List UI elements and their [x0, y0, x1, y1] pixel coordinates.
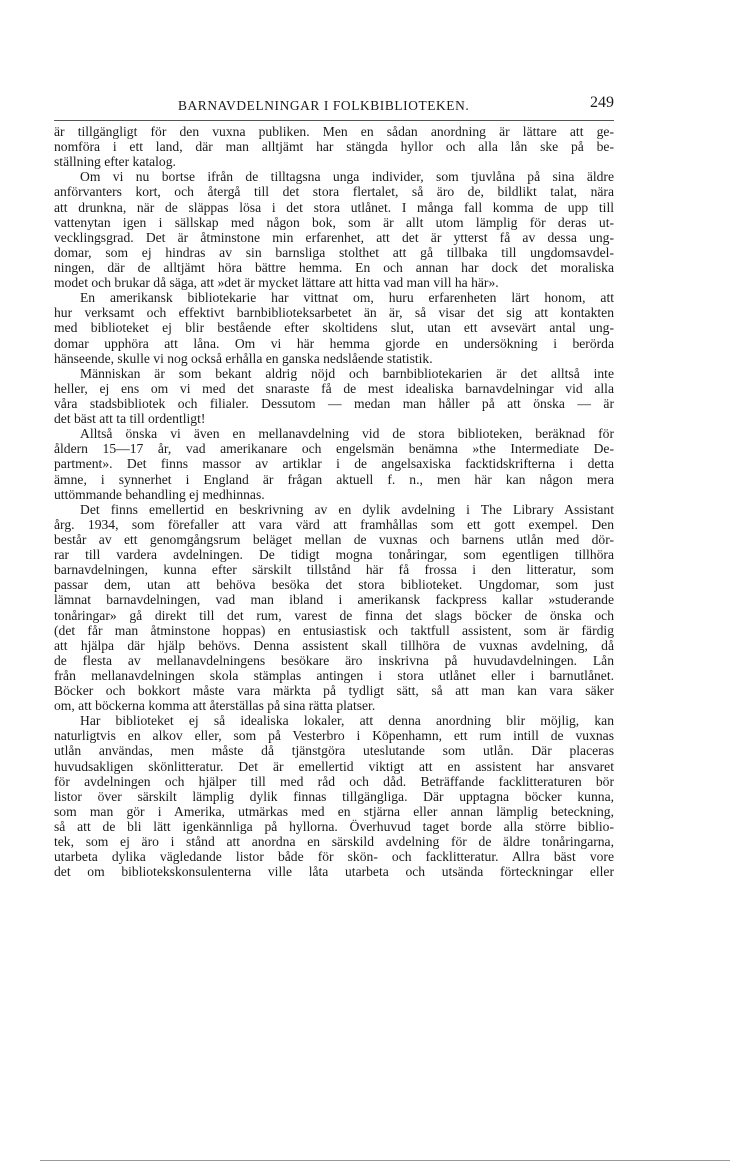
text-line: vattenytan igen i sällskap med någon bok, som är allt utom lämplig för deras ut- [54, 214, 614, 230]
header-rule [54, 120, 614, 121]
text-line: det om bibliotekskonsulenterna ville låta utarbeta och utsända förteckningar eller [54, 864, 614, 880]
body-text [54, 124, 614, 879]
text-line: tonåringar» gå direkt till det rum, varest de finna det slags böcker de önska och [54, 607, 614, 623]
text-line: uttömmande behandling ej medhinnas. [54, 486, 265, 502]
text-line: heller, ej ens om vi med det snaraste få de mest idealiska barnavdelningar vid alla [54, 380, 614, 396]
text-line: består av ett genomgångsrum beläget mellan de vuxnas och barnens utlån med dör- [54, 531, 614, 547]
text-line: Människan är som bekant aldrig nöjd och barnbibliotekarien är det alltså inte [80, 365, 614, 381]
text-line: som man gör i Amerika, utmärkas med en stjärna eller annan lämplig beteckning, [54, 803, 614, 819]
scan-edge-line [40, 1160, 730, 1161]
text-line: huvudsakligen skönlitteratur. Det är emellertid viktigt att en assistent har ansvaret [54, 758, 614, 774]
page-number: 249 [590, 94, 614, 111]
text-line: Alltså önska vi även en mellanavdelning vid de stora biblioteken, beräknad för [80, 426, 614, 442]
text-line: anförvanters kort, och återgå till det stora flertalet, så äro de, bildlikt talat, nära [54, 184, 614, 200]
text-line: det bäst att ta till ordentligt! [54, 411, 206, 427]
text-line: domar, som ej hindras av sin barnsliga stolthet att gå tillbaka till ungdomsavdel- [54, 244, 614, 260]
text-line: nomföra i ett land, där man alltjämt har stängda hyllor och alla lån ske på be- [54, 139, 614, 155]
text-line: utarbeta dylika vägledande listor både för skön- och facklitteratur. Allra bäst vore [54, 849, 614, 865]
page-header [54, 94, 614, 116]
text-line: modet och brukar då säga, att »det är mycket lättare att hitta vad man vill ha här». [54, 275, 499, 291]
text-line: rar till vardera avdelningen. De tidigt mogna tonåringar, som egentligen tillhöra [54, 547, 614, 563]
text-line: Böcker och bokkort måste vara märkta på tydligt sätt, så att man kan vara säker [54, 683, 614, 699]
text-line: domar upphöra att låna. Om vi här hemma gjorde en undersökning i berörda [54, 335, 614, 351]
text-line: Om vi nu bortse ifrån de tilltagsna unga individer, som tjuvlåna på sina äldre [80, 169, 614, 185]
text-line: Det finns emellertid en beskrivning av en dylik avdelning i The Library Assistant [80, 501, 614, 517]
text-line: En amerikansk bibliotekarie har vittnat om, huru erfarenheten lärt honom, att [80, 290, 614, 306]
text-line: Har biblioteket ej så idealiska lokaler, att denna anordning blir möjlig, kan [80, 713, 614, 729]
text-line: med biblioteket ej blir bestående efter skoltidens slut, utan ett avsevärt antal ung- [54, 320, 614, 336]
text-line: åldern 15—17 år, vad amerikanare och engelsmän benämna »the Intermediate De- [54, 441, 614, 457]
text-line: för avdelningen och hjälper till med råd och dåd. Beträffande facklitteraturen bör [54, 773, 614, 789]
text-line: de flesta av mellanavdelningens besökare äro inskrivna på huvudavdelningen. Lån [54, 652, 614, 668]
text-line: (det får man åtminstone hoppas) en entusiastisk och taktfull assistent, som är färdig [54, 622, 614, 638]
text-line: ningen, där de alltjämt höra bättre hemma. En och annan har dock det moraliska [54, 259, 614, 275]
text-line: årg. 1934, som förefaller att vara värd att framhållas som ett gott exempel. Den [54, 516, 614, 532]
text-line: våra stadsbibliotek och filialer. Dessutom — medan man håller på att önska — är [54, 395, 614, 411]
text-line: hur verksamt och effektivt barnbiblioteksarbetet än är, så visar det sig att kontakten [54, 305, 614, 321]
text-line: om, att böckerna komma att återställas på sina rätta platser. [54, 698, 376, 714]
text-line: passar dem, utan att behöva besöka det stora biblioteket. Ungdomar, som just [54, 577, 614, 593]
text-line: hänseende, skulle vi nog också erhålla en ganska nedslående statistik. [54, 350, 433, 366]
text-line: naturligtvis en alkov eller, som på Vesterbro i Köpenhamn, ett rum intill de vuxnas [54, 728, 614, 744]
text-line: barnavdelningen, kunna efter särskilt tillstånd här få frossa i den litteratur, som [54, 562, 614, 578]
text-line: så att de bli lätt igenkännliga på hyllorna. Överhuvud taget borde alla större biblio- [54, 819, 614, 835]
text-line: utlån användas, men måste då tjänstgöra uteslutande som utlån. Där placeras [54, 743, 614, 759]
text-line: tek, som ej äro i stånd att anordna en särskild avdelning för de äldre tonåringarna, [54, 834, 614, 850]
text-line: är tillgängligt för den vuxna publiken. Men en sådan anordning är lättare att ge- [54, 124, 614, 139]
text-line: vecklingsgrad. Det är åtminstone min erfarenhet, att det är ytterst få av dessa ung- [54, 229, 614, 245]
text-line: från mellanavdelningen skola stämplas antingen i stora utlånet eller i barnutlånet. [54, 667, 614, 683]
text-line: lämnat barnavdelningen, vad man ibland i amerikansk fackpress kallar »studerande [54, 592, 614, 608]
text-line: att hjälpa där hjälp behövs. Denna assistent skall tillhöra de vuxnas avdelning, då [54, 637, 614, 653]
text-line: ställning efter katalog. [54, 154, 176, 170]
text-line: listor över särskilt lämplig dylik finnas tillgängliga. Där upptagna böcker kunna, [54, 788, 614, 804]
text-line: att drunkna, när de släppas lösa i det stora utlånet. I många fall komma de upp till [54, 199, 614, 215]
text-line: ämne, i synnerhet i England är frågan aktuell f. n., men här kan någon mera [54, 471, 614, 487]
running-head: BARNAVDELNINGAR I FOLKBIBLIOTEKEN. [178, 98, 470, 113]
text-line: partment». Det finns massor av artiklar i de angelsaxiska facktidskrifterna i detta [54, 456, 614, 472]
